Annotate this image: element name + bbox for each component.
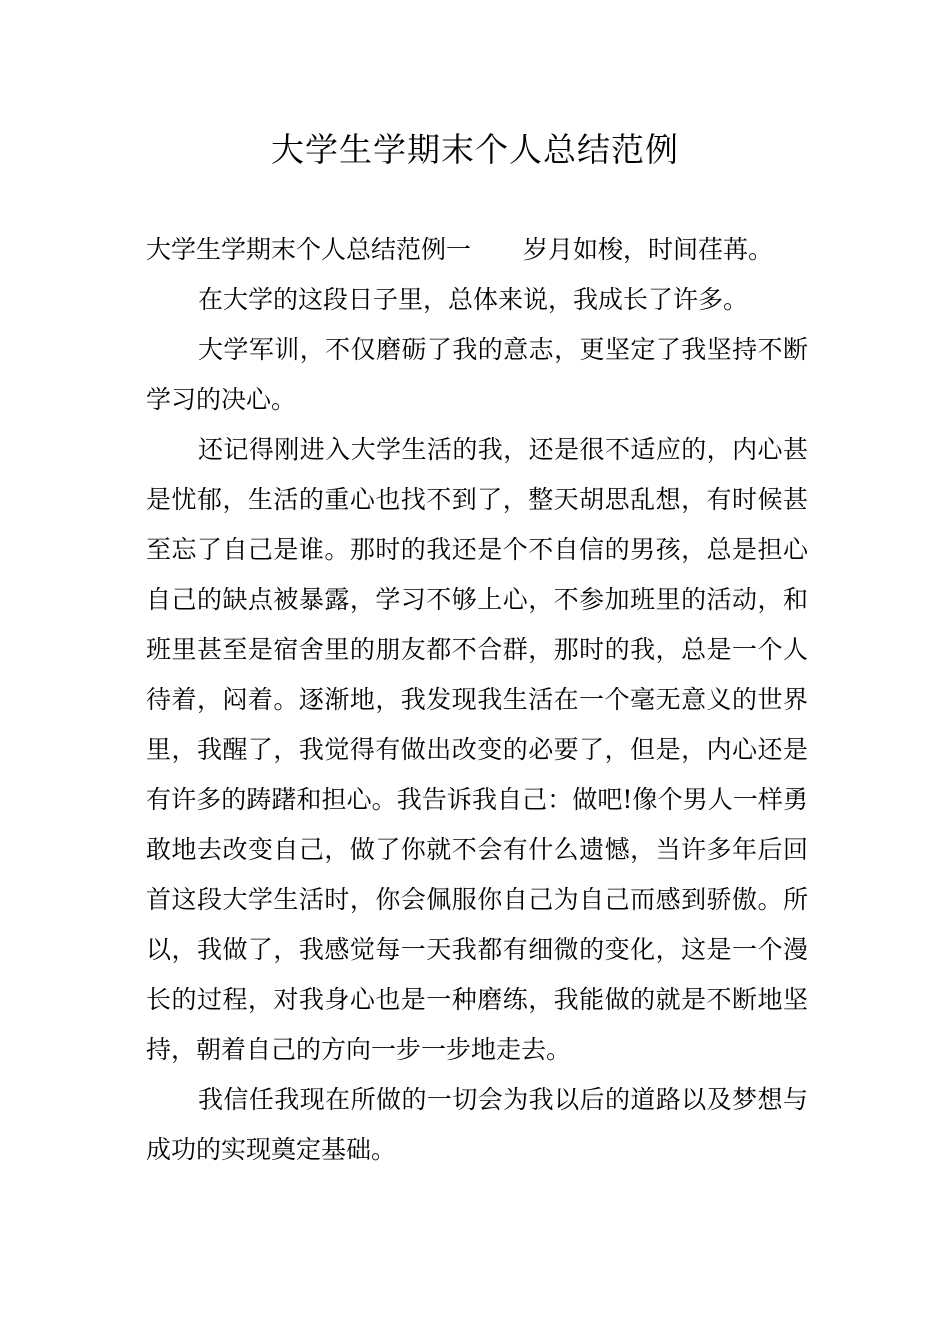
paragraph: 我信任我现在所做的一切会为我以后的道路以及梦想与成功的实现奠定基础。 [146, 1085, 808, 1164]
intro-paragraph [146, 225, 808, 275]
paragraph: 大学军训，不仅磨砺了我的意志，更坚定了我坚持不断学习的决心。 [146, 335, 808, 414]
paragraph: 还记得刚进入大学生活的我，还是很不适应的，内心甚是忧郁，生活的重心也找不到了，整天胡思乱想，有时候甚至忘了自己是谁。那时的我还是个不自信的男孩，总是担心自己的缺点被暴露，学习不够上心，不参加班里的活动，和班里甚至是宿舍里的朋友都不合群，那时的我，总是一个人待着，闷着。逐渐地，我发现我生活在一个毫无意义的世界里，我醒了，我觉得有做出改变的必要了，但是，内心还是有许多的踌躇和担心。我告诉我自己：做吧!像个男人一样勇敢地去改变自己，做了你就不会有什么遗憾，当许多年后回首这段大学生活时，你会佩服你自己为自己而感到骄傲。所以，我做了，我感觉每一天我都有细微的变化，这是一个漫长的过程，对我身心也是一种磨练，我能做的就是不断地坚持，朝着自己的方向一步一步地走去。 [146, 435, 808, 1064]
paragraph: 在大学的这段日子里，总体来说，我成长了许多。 [198, 285, 749, 314]
intro-text: 岁月如梭，时间荏苒。 [523, 235, 774, 264]
document-title: 大学生学期末个人总结范例 [271, 130, 679, 169]
document-body [146, 225, 808, 1175]
intro-heading: 大学生学期末个人总结范例一 [146, 235, 472, 264]
